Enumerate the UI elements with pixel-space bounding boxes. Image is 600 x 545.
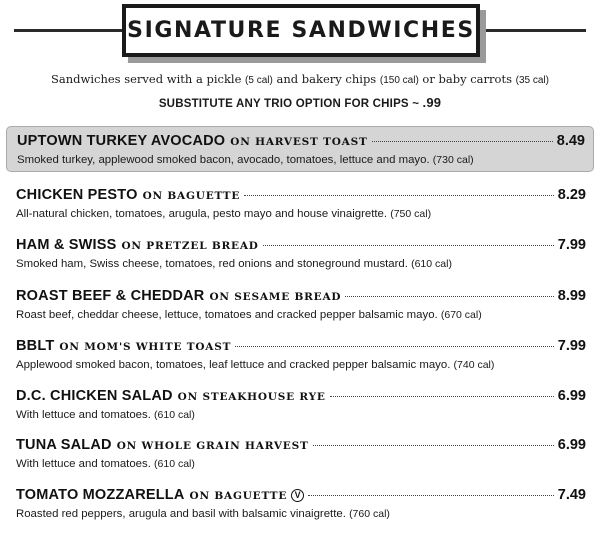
item-bread: ON PRETZEL BREAD <box>121 240 259 252</box>
item-bread: ON WHOLE GRAIN HARVEST <box>116 440 309 452</box>
item-price: 8.49 <box>556 133 585 149</box>
item-calories: (730 cal) <box>432 154 474 166</box>
dot-leader <box>263 245 554 246</box>
intro-text-2: and bakery chips <box>272 72 380 86</box>
item-price: 7.99 <box>557 237 586 253</box>
item-desc-text: All-natural chicken, tomatoes, arugula, pesto mayo and house vinaigrette. <box>16 208 391 220</box>
menu-item-tuna-salad <box>6 437 594 470</box>
dot-leader <box>372 141 553 142</box>
item-price: 6.99 <box>557 388 586 404</box>
item-calories: (670 cal) <box>440 309 482 321</box>
dot-leader <box>345 296 553 297</box>
menu-item-bblt <box>6 338 594 371</box>
intro-line <box>0 72 600 86</box>
intro-text-1: Sandwiches served with a pickle <box>50 72 246 86</box>
substitute-line <box>0 95 600 110</box>
item-price: 8.29 <box>557 187 586 203</box>
title-banner <box>122 4 480 57</box>
menu-item-chicken-pesto <box>6 187 594 220</box>
item-description <box>16 208 586 220</box>
item-desc-text: Roasted red peppers, arugula and basil with balsamic vinaigrette. <box>16 508 350 520</box>
item-name: TUNA SALAD <box>16 437 112 453</box>
item-name: BBLT <box>16 338 55 354</box>
item-description <box>16 258 586 270</box>
item-price: 7.49 <box>557 487 586 503</box>
dot-leader <box>330 396 554 397</box>
item-desc-text: With lettuce and tomatoes. <box>16 409 155 421</box>
item-bread: ON HARVEST TOAST <box>230 136 368 148</box>
menu-item-ham-swiss <box>6 237 594 270</box>
menu-item-tomato-mozzarella <box>6 487 594 520</box>
substitute-price: .99 <box>422 95 442 110</box>
item-name: ROAST BEEF & CHEDDAR <box>16 288 205 304</box>
item-desc-text: Roast beef, cheddar cheese, lettuce, tomatoes and cracked pepper balsamic mayo. <box>16 309 441 321</box>
item-calories: (760 cal) <box>349 508 390 520</box>
menu-item-uptown-turkey-avocado <box>6 126 594 172</box>
item-desc-text: Applewood smoked bacon, tomatoes, leaf lettuce and cracked pepper balsamic mayo. <box>16 359 454 371</box>
item-bread: ON STEAKHOUSE RYE <box>177 391 326 403</box>
dot-leader <box>244 195 554 196</box>
dot-leader <box>308 495 554 496</box>
item-price: 6.99 <box>557 437 586 453</box>
item-price: 7.99 <box>557 338 586 354</box>
item-desc-text: Smoked ham, Swiss cheese, tomatoes, red onions and stoneground mustard. <box>16 258 412 270</box>
carrots-calories: (35 cal) <box>515 75 549 86</box>
item-desc-text: Smoked turkey, applewood smoked bacon, avocado, tomatoes, lettuce and mayo. <box>17 154 433 166</box>
item-name: UPTOWN TURKEY AVOCADO <box>17 133 226 149</box>
title-box <box>122 4 480 57</box>
chips-calories: (150 cal) <box>379 75 419 86</box>
item-bread: ON BAGUETTE <box>189 490 288 502</box>
item-description <box>16 309 586 321</box>
menu-item-dc-chicken-salad <box>6 388 594 421</box>
item-price: 8.99 <box>557 288 586 304</box>
item-name: CHICKEN PESTO <box>16 187 138 203</box>
item-desc-text: With lettuce and tomatoes. <box>16 458 155 470</box>
dot-leader <box>313 445 554 446</box>
item-calories: (750 cal) <box>390 208 432 220</box>
intro-text-3: or baby carrots <box>418 72 516 86</box>
item-description <box>16 409 586 421</box>
item-bread: ON MOM'S WHITE TOAST <box>59 341 232 353</box>
dot-leader <box>235 346 554 347</box>
page-title: SIGNATURE SANDWICHES <box>127 18 475 43</box>
pickle-calories: (5 cal) <box>245 75 273 86</box>
item-calories: (610 cal) <box>154 458 195 470</box>
item-name: HAM & SWISS <box>16 237 117 253</box>
item-bread: ON SESAME BREAD <box>209 291 342 303</box>
item-calories: (610 cal) <box>411 258 452 270</box>
item-description <box>16 508 586 520</box>
substitute-text: SUBSTITUTE ANY TRIO OPTION FOR CHIPS ~ <box>158 98 423 110</box>
item-bread: ON BAGUETTE <box>142 190 241 202</box>
item-description <box>16 458 586 470</box>
item-name: TOMATO MOZZARELLA <box>16 487 185 503</box>
vegetarian-icon: V <box>291 489 304 502</box>
item-calories: (610 cal) <box>154 409 195 421</box>
item-description <box>16 359 586 371</box>
item-name: D.C. CHICKEN SALAD <box>16 388 173 404</box>
item-calories: (740 cal) <box>453 359 495 371</box>
menu-item-roast-beef-cheddar <box>6 288 594 321</box>
item-description <box>17 154 585 166</box>
